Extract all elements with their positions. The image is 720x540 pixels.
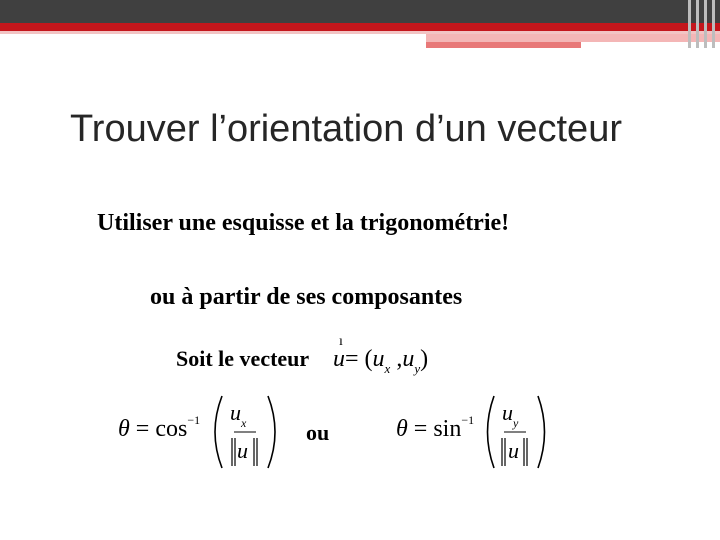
inverse-exponent: −1 — [461, 413, 475, 427]
formula-sin-lhs — [396, 413, 475, 443]
header-accent-band — [426, 34, 720, 42]
theta-symbol: θ — [118, 416, 130, 442]
vector-separator: , — [390, 346, 403, 372]
vector-close: ) — [420, 346, 429, 372]
formula-arcsin — [396, 394, 556, 470]
header-stripes — [684, 0, 720, 48]
connector-text: ou — [306, 420, 330, 445]
slide-title: Trouver l’orientation d’un vecteur — [70, 108, 622, 150]
header-dark-band — [0, 0, 720, 23]
formula-cos-lhs — [118, 413, 201, 443]
vector-symbol: u — [333, 346, 345, 372]
theta-symbol: θ — [396, 416, 408, 442]
header-accent-band-dark — [426, 42, 581, 48]
vector-definition-label: Soit le vecteur — [176, 346, 310, 371]
formula-arccos — [118, 394, 278, 470]
inverse-exponent: −1 — [187, 413, 201, 427]
vector-expression — [333, 334, 429, 376]
fraction-denominator: u — [237, 438, 248, 463]
vector-comp-y: u — [402, 346, 415, 372]
vector-arrow-mark: ı — [339, 334, 343, 349]
equals-sign: = — [407, 416, 434, 442]
vector-comp-x: u — [372, 346, 385, 372]
vector-equals: = ( — [345, 346, 373, 372]
sin-function: sin — [433, 416, 462, 442]
fraction-numerator: $u_y$ — [502, 400, 519, 430]
fraction-denominator: u — [508, 438, 519, 463]
header-red-band — [0, 23, 720, 31]
alternative-line: ou à partir de ses composantes — [150, 284, 463, 310]
vector-comp-y-sub: y — [414, 361, 421, 376]
fraction-numerator: $u_x$ — [230, 400, 247, 430]
instruction-line: Utiliser une esquisse et la trigonométrie! — [97, 210, 510, 236]
cos-function: cos — [155, 416, 188, 442]
vector-comp-x-sub: x — [384, 361, 391, 376]
equals-sign: = — [129, 416, 156, 442]
